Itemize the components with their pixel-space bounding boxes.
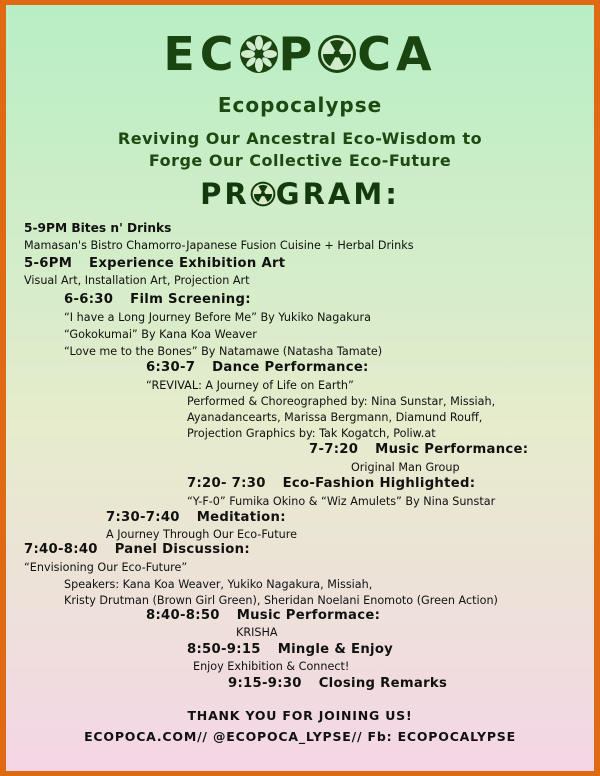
exhibit-time: 5-6PM <box>24 256 73 271</box>
dance-time: 6:30-7 <box>146 360 196 375</box>
dance-title: Dance Performance: <box>212 360 369 375</box>
flower-icon <box>239 34 279 74</box>
tagline-line-2: Forge Our Collective Eco-Future <box>148 151 452 170</box>
contact-links: ECOPOCA.COM// @ECOPOCA_LYPSE// Fb: ECOPOCALYPSE <box>84 729 516 744</box>
bites-title: Bites n' Drinks <box>71 221 172 235</box>
music2-title: Music Performace: <box>236 608 381 623</box>
bites-time: 5-9PM <box>24 221 68 235</box>
meditation-title: Meditation: <box>196 510 286 525</box>
dance-line-2: Performed & Choreographed by: Nina Sunstar, Missiah, <box>187 395 496 408</box>
mingle-time: 8:50-9:15 <box>187 642 261 657</box>
bites-row <box>24 221 171 236</box>
meditation-time: 7:30-7:40 <box>106 510 180 525</box>
film-row <box>64 292 251 308</box>
closing-title: Closing Remarks <box>318 676 448 691</box>
music2-time: 8:40-8:50 <box>146 608 220 623</box>
film-time: 6-6:30 <box>64 292 114 307</box>
exhibit-row <box>24 256 285 272</box>
logo-text-right: CA <box>357 27 437 81</box>
fashion-row <box>187 476 475 492</box>
dance-row <box>146 360 369 376</box>
panel-time: 7:40-8:40 <box>24 542 98 557</box>
subtitle: Ecopocalypse <box>217 93 383 117</box>
meditation-description: A Journey Through Our Eco-Future <box>106 528 297 541</box>
mingle-row <box>187 642 393 658</box>
film-item-1: “I have a Long Journey Before Me” By Yukiko Nagakura <box>64 311 371 324</box>
program-heading-left: PR <box>200 177 250 211</box>
panel-line-1: “Envisioning Our Eco-Future” <box>24 561 188 574</box>
music1-title: Music Performance: <box>375 442 529 457</box>
panel-title: Panel Discussion: <box>114 542 250 557</box>
program-heading <box>6 177 594 211</box>
thank-you-text: THANK YOU FOR JOINING US! <box>187 708 413 723</box>
fashion-description: “Y-F-0” Fumika Okino & “Wiz Amulets” By Nina Sunstar <box>187 495 496 508</box>
panel-line-2: Speakers: Kana Koa Weaver, Yukiko Nagakura, Missiah, <box>64 578 373 591</box>
film-item-2: “Gokokumai” By Kana Koa Weaver <box>64 328 257 341</box>
dance-line-4: Projection Graphics by: Tak Kogatch, Poliw.at <box>187 427 436 440</box>
closing-time: 9:15-9:30 <box>228 676 302 691</box>
exhibit-title: Experience Exhibition Art <box>89 256 286 271</box>
music1-description: Original Man Group <box>351 461 460 474</box>
program-heading-right: GRAM: <box>275 177 400 211</box>
flyer-page <box>6 5 594 771</box>
mingle-title: Mingle & Enjoy <box>277 642 394 657</box>
dance-line-3: Ayanadancearts, Marissa Bergmann, Diamund Rouff, <box>187 411 483 424</box>
logo-text-left: EC <box>163 27 239 81</box>
panel-line-3: Kristy Drutman (Brown Girl Green), Sheridan Noelani Enomoto (Green Action) <box>64 594 498 607</box>
film-title: Film Screening: <box>130 292 251 307</box>
music1-row <box>309 442 528 458</box>
film-item-3: “Love me to the Bones” By Natamawe (Natasha Tamate) <box>64 345 383 358</box>
bites-description: Mamasan's Bistro Chamorro-Japanese Fusion Cuisine + Herbal Drinks <box>24 239 414 252</box>
music2-description: KRISHA <box>236 626 278 639</box>
music1-time: 7-7:20 <box>309 442 359 457</box>
tagline-line-1: Reviving Our Ancestral Eco-Wisdom to <box>117 129 483 148</box>
meditation-row <box>106 510 286 526</box>
logo <box>6 27 594 81</box>
music2-row <box>146 608 380 624</box>
mingle-description: Enjoy Exhibition & Connect! <box>193 660 350 673</box>
closing-row <box>228 676 447 692</box>
dance-line-1: “REVIVAL: A Journey of Life on Earth” <box>146 379 354 392</box>
radiation-icon <box>250 181 276 207</box>
radiation-icon <box>317 34 357 74</box>
exhibit-description: Visual Art, Installation Art, Projection Art <box>24 274 250 287</box>
logo-text-mid: P <box>278 27 318 81</box>
fashion-time: 7:20- 7:30 <box>187 476 266 491</box>
fashion-title: Eco-Fashion Highlighted: <box>282 476 476 491</box>
panel-row <box>24 542 250 558</box>
